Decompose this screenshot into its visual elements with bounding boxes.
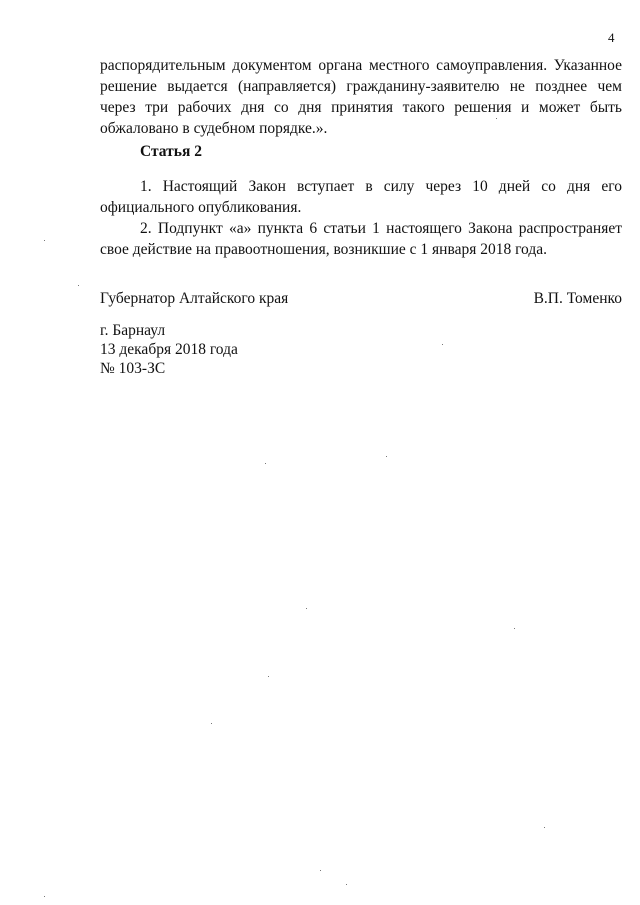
scan-speck [268, 676, 269, 677]
place-date-block [100, 321, 238, 378]
scan-speck [346, 884, 347, 885]
place: г. Барнаул [100, 322, 166, 339]
scan-speck [44, 896, 45, 897]
scan-speck [306, 608, 307, 609]
signatory-name: В.П. Томенко [533, 290, 622, 307]
article-item-2: 2. Подпункт «а» пункта 6 статьи 1 настоящего Закона распространяет свое действие на правоотношения, возникшие с 1 января 2018 года. [100, 220, 622, 258]
scan-speck [44, 240, 45, 241]
article-heading: Статья 2 [140, 143, 202, 160]
signatory-position: Губернатор Алтайского края [100, 290, 289, 307]
continuation-paragraph: распорядительным документом органа местного самоуправления. Указанное решение выдается (направляется) гражданину-заявителю не позднее чем через три рабочих дня со дня принятия такого решения и может быть обжаловано в судебном порядке.». [100, 57, 622, 137]
scan-speck [78, 285, 79, 286]
scan-speck [544, 827, 545, 828]
scan-speck [211, 723, 212, 724]
signature-row [100, 290, 622, 308]
scan-speck [265, 463, 266, 464]
scan-speck [320, 870, 321, 871]
scan-speck [496, 118, 497, 119]
article-item-1: 1. Настоящий Закон вступает в силу через 10 дней со дня его официального опубликования. [100, 178, 622, 216]
scan-speck [386, 456, 387, 457]
law-number: № 103-ЗС [100, 360, 166, 377]
article-body [100, 176, 622, 260]
date: 13 декабря 2018 года [100, 341, 238, 358]
page-number: 4 [608, 30, 615, 45]
scan-speck [442, 344, 443, 345]
scan-speck [514, 628, 515, 629]
